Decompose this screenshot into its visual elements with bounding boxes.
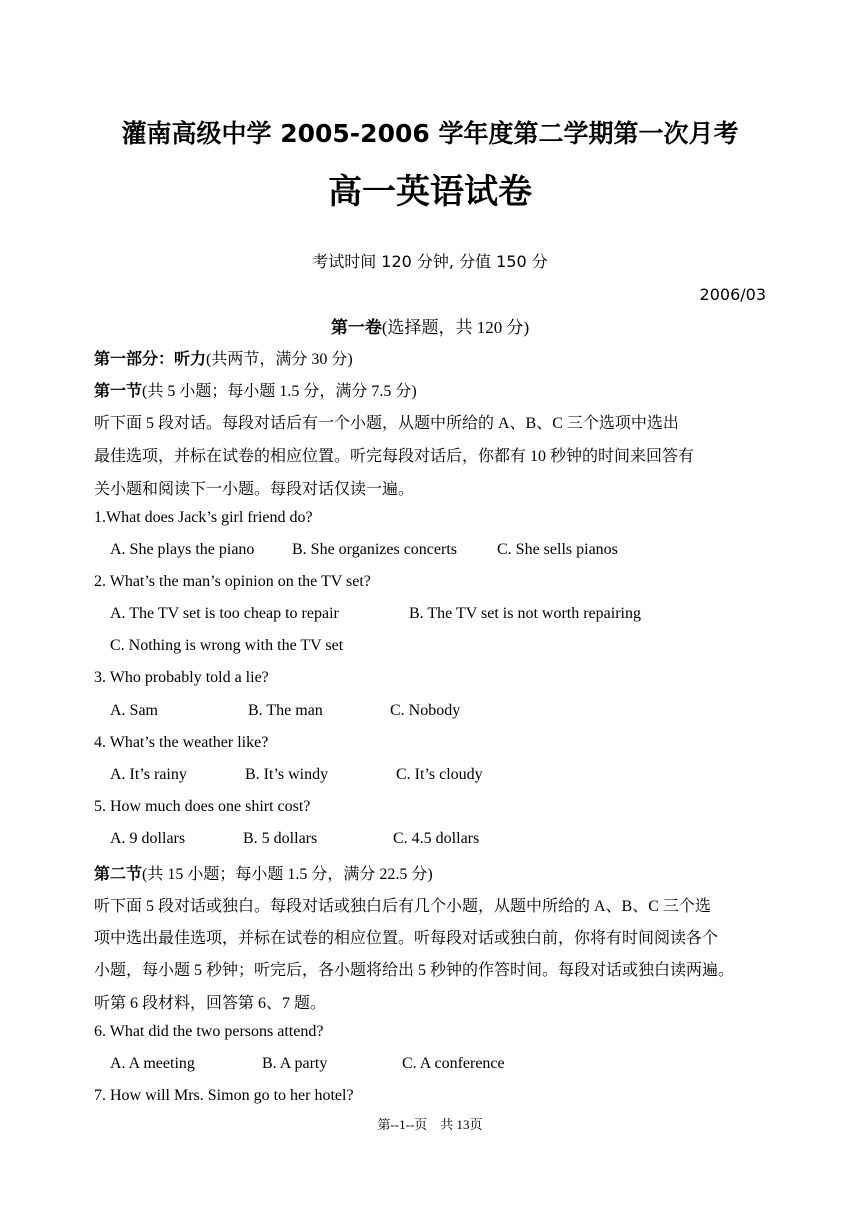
option-b: B. The TV set is not worth repairing <box>409 605 641 622</box>
section2-instruction-line: 听第 6 段材料，回答第 6、7 题。 <box>94 995 327 1012</box>
exam-date: 2006/03 <box>699 285 766 304</box>
question: 4. What’s the weather like? <box>94 734 269 751</box>
option-b: B. It’s windy <box>245 766 329 783</box>
question: 7. How will Mrs. Simon go to her hotel? <box>94 1087 354 1104</box>
part1-label: 第一部分：听力 <box>94 349 207 368</box>
option-c: C. 4.5 dollars <box>393 830 480 847</box>
section1-instruction-line: 关小题和阅读下一小题。每段对话仅读一遍。 <box>94 481 415 498</box>
page-footer: 第--1--页 共 13页 <box>377 1117 483 1132</box>
question: 1.What does Jack’s girl friend do? <box>94 509 313 526</box>
section1-instruction-line: 最佳选项，并标在试卷的相应位置。听完每段对话后，你都有 10 秒钟的时间来回答有 <box>94 448 695 465</box>
question: 5. How much does one shirt cost? <box>94 798 311 815</box>
option-b: B. She organizes concerts <box>292 541 457 558</box>
exam-meta: 考试时间 120 分钟, 分值 150 分 <box>312 252 548 271</box>
option-c: C. Nothing is wrong with the TV set <box>110 637 344 654</box>
option-c: C. A conference <box>402 1055 505 1072</box>
section2-heading <box>94 861 433 884</box>
question: 2. What’s the man’s opinion on the TV set? <box>94 573 371 590</box>
section2-instruction-line: 小题，每小题 5 秒钟；听完后，各小题将给出 5 秒钟的作答时间。每段对话或独白读两遍。 <box>94 962 735 979</box>
option-b: B. The man <box>248 702 323 719</box>
question: 3. Who probably told a lie? <box>94 669 269 686</box>
option-b: B. 5 dollars <box>243 830 318 847</box>
part1-note: (共两节，满分 30 分) <box>206 351 353 368</box>
option-c: C. It’s cloudy <box>396 766 483 783</box>
option-a: A. A meeting <box>110 1055 195 1072</box>
part1-heading <box>94 346 353 369</box>
section1-heading <box>94 378 417 401</box>
option-b: B. A party <box>262 1055 328 1072</box>
section2-instruction-line: 听下面 5 段对话或独白。每段对话或独白后有几个小题，从题中所给的 A、B、C 三个选 <box>94 898 711 915</box>
exam-title: 高一英语试卷 <box>328 172 532 212</box>
volume-heading <box>0 313 860 338</box>
question: 6. What did the two persons attend? <box>94 1023 324 1040</box>
section1-note: (共 5 小题；每小题 1.5 分，满分 7.5 分) <box>142 383 417 400</box>
option-a: A. She plays the piano <box>110 541 255 558</box>
option-a: A. Sam <box>110 702 158 719</box>
section1-instruction-line: 听下面 5 段对话。每段对话后有一个小题，从题中所给的 A、B、C 三个选项中选出 <box>94 415 679 432</box>
option-c: C. She sells pianos <box>497 541 618 558</box>
section1-label: 第一节 <box>94 381 143 400</box>
volume-label: 第一卷 <box>330 318 382 338</box>
option-a: A. It’s rainy <box>110 766 187 783</box>
option-c: C. Nobody <box>390 702 461 719</box>
school-heading: 灌南高级中学 2005-2006 学年度第二学期第一次月考 <box>121 119 739 148</box>
section2-note: (共 15 小题；每小题 1.5 分，满分 22.5 分) <box>142 866 433 883</box>
option-a: A. 9 dollars <box>110 830 186 847</box>
section2-label: 第二节 <box>94 864 143 883</box>
option-a: A. The TV set is too cheap to repair <box>110 605 339 622</box>
section2-instruction-line: 项中选出最佳选项，并标在试卷的相应位置。听每段对话或独白前，你将有时间阅读各个 <box>94 930 719 947</box>
volume-note: (选择题，共 120 分) <box>381 318 530 337</box>
